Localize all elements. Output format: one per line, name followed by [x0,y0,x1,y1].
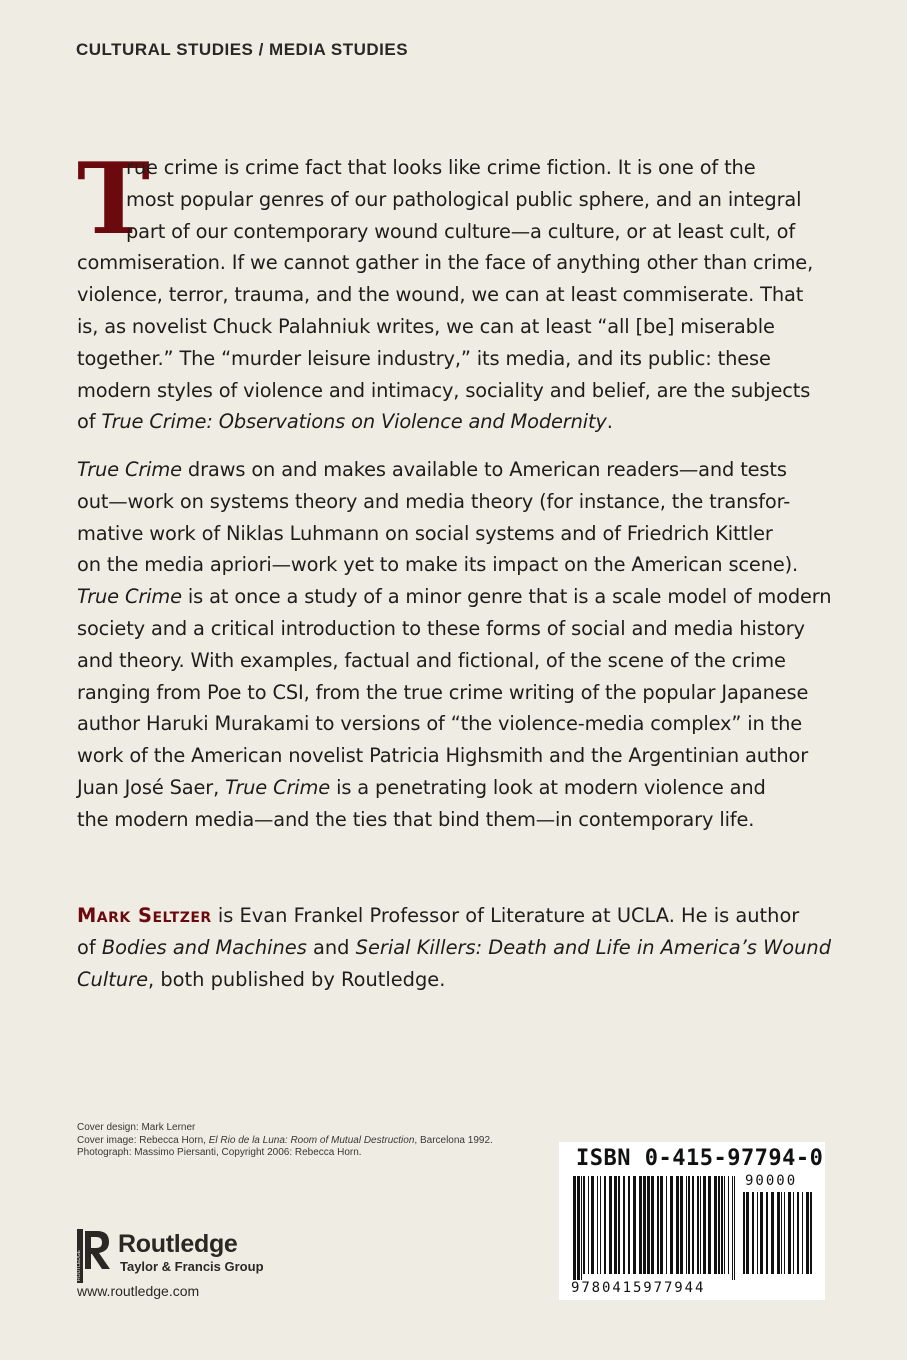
text-fragment: is at once a study of a minor genre that is a scale model of modern [181,585,832,609]
barcode-bar [806,1192,809,1274]
description-line: part of our contemporary wound culture—a culture, or at least cult, of [126,219,796,243]
barcode-bar [670,1176,673,1274]
barcode-bar [777,1192,780,1274]
description-line: ranging from Poe to CSI, from the true crime writing of the popular Japanese [77,680,809,704]
barcode-bar [647,1176,650,1274]
book-title: Bodies and Machines [101,935,307,959]
barcode-bar [591,1176,594,1274]
credit-photo: Photograph: Massimo Piersanti, Copyright 2006: Rebecca Horn. [77,1147,362,1158]
barcode-bar [588,1176,589,1274]
barcode-bar [666,1176,667,1274]
barcode-bar [781,1192,782,1274]
credit-image [77,1135,493,1148]
drop-cap: T [77,142,150,257]
description-line [77,772,829,804]
ean-digits: 9780415977944 [571,1280,706,1296]
barcode-bar [784,1192,785,1274]
description-line [77,581,832,613]
publisher-block [77,1229,264,1283]
category-label: CULTURAL STUDIES / MEDIA STUDIES [76,40,409,59]
text-fragment: Juan José Saer, [77,775,226,799]
barcode-bar [721,1176,723,1274]
description-line: is, as novelist Chuck Palahniuk writes, we can at least “all [be] miserable [77,314,775,338]
text-fragment: and [306,935,356,959]
author-name: Mark Seltzer [77,904,212,927]
barcode-bar [686,1176,687,1274]
text-fragment: , both published by Routledge. [148,967,446,991]
barcode-bar [573,1176,576,1280]
barcode-bar [609,1176,612,1274]
publisher-url: www.routledge.com [77,1283,200,1299]
description-line: author Haruki Murakami to versions of “the violence-media complex” in the [77,712,803,736]
price-code: 90000 [745,1173,798,1189]
barcode-bar [771,1192,774,1274]
ean-barcode [559,1142,825,1300]
description-line: rue crime is crime fact that looks like crime fiction. It is one of the [126,156,756,179]
publisher-text [118,1229,264,1275]
barcode-bar [577,1176,580,1280]
author-bio-line [77,932,832,964]
text-fragment: , Barcelona 1992. [414,1134,493,1146]
barcode-bar [583,1176,585,1274]
barcode-bar [732,1176,733,1280]
author-bio-line [77,900,829,932]
text-fragment: . [606,410,613,434]
description-paragraph-1 [77,142,829,438]
barcode-bar [788,1192,791,1274]
barcode-bar [688,1176,690,1274]
cover-credits [77,1122,493,1160]
text-fragment: is Evan Frankel Professor of Literature at UCLA. He is author [211,904,800,927]
description-line [77,406,829,438]
barcode-bar [734,1176,735,1280]
artwork-title: El Rio de la Luna: Room of Mutual Destruction [208,1134,415,1146]
barcode-bar [752,1192,754,1274]
description-line: the modern media—and the ties that bind them—in contemporary life. [77,807,755,831]
barcode-bar [700,1176,701,1274]
barcode-bar [708,1176,711,1274]
text-fragment: of [77,935,102,959]
description-line [77,454,829,486]
description-line: commiseration. If we cannot gather in the face of anything other than crime, [77,251,814,275]
barcode-bar [797,1192,799,1274]
barcode-bar [676,1176,679,1274]
description-line: out—work on systems theory and media theory (for instance, the transfor- [77,489,791,513]
barcode-bar [614,1176,617,1274]
text-fragment: of [77,410,102,434]
description-line: together.” The “murder leisure industry,” its media, and its public: these [77,346,771,370]
description-line: mative work of Niklas Luhmann on social systems and of Friedrich Kittler [77,521,773,545]
barcode-bar [703,1176,706,1274]
barcode-bar [651,1176,654,1274]
routledge-logo-icon [77,1229,113,1283]
book-title: True Crime [77,458,182,481]
author-bio-line [77,964,829,996]
barcode-bar [802,1192,803,1274]
barcode-bar [697,1176,699,1274]
barcode-bar [639,1176,642,1274]
author-bio [77,900,832,995]
description-line: most popular genres of our pathological public sphere, and an integral [126,187,802,211]
barcode-bar [766,1192,768,1274]
description-line: society and a critical introduction to these forms of social and media history [77,616,805,640]
barcode-bar [743,1192,745,1274]
description-paragraph-2 [77,454,832,836]
text-fragment: Cover image: Rebecca Horn, [77,1134,209,1146]
barcode-bar [724,1176,725,1274]
barcode-bar [680,1176,683,1274]
description-line: work of the American novelist Patricia Highsmith and the Argentinian author [77,744,809,768]
isbn-label: ISBN 0-415-97794-0 [576,1146,824,1171]
barcode-bar [628,1176,630,1274]
barcode-bar [718,1176,720,1274]
barcode-bar [757,1192,758,1274]
description-line: violence, terror, trauma, and the wound, we can at least commiserate. That [77,283,804,307]
barcode-bar [633,1176,636,1274]
credit-design: Cover design: Mark Lerner [77,1122,196,1133]
barcode-bar [604,1176,606,1274]
barcode-bar [810,1192,812,1274]
barcode-bar [600,1176,601,1274]
barcode-bar [597,1176,598,1274]
barcode-panel [559,1142,825,1300]
barcode-bar [714,1176,717,1274]
barcode-bar [643,1176,646,1274]
barcode-bar [657,1176,659,1274]
text-fragment: is a penetrating look at modern violence and [330,775,766,799]
barcode-bar [746,1192,749,1274]
publisher-group: Taylor & Francis Group [120,1259,264,1274]
barcode-bar [760,1192,763,1274]
barcode-bar [618,1176,620,1274]
publisher-name: Routledge [118,1230,238,1258]
book-title: Culture [77,967,149,991]
description-line: modern styles of violence and intimacy, sociality and belief, are the subjects [77,378,811,402]
barcode-bar [728,1176,729,1274]
barcode-bar [692,1176,694,1274]
text-fragment: draws on and makes available to American readers—and tests [181,458,787,481]
barcode-bar [660,1176,663,1274]
book-title: True Crime [77,585,182,609]
book-title: True Crime [225,775,331,799]
barcode-bar [793,1192,794,1274]
book-title: Serial Killers: Death and Life in America’s Wound [355,935,832,959]
description-line: and theory. With examples, factual and fictional, of the scene of the crime [77,648,786,672]
barcode-bar [623,1176,625,1274]
description-line: on the media apriori—work yet to make its impact on the American scene). [77,553,799,577]
logo-text: ROUTLEDGE [76,1249,82,1281]
barcode-bar [581,1176,582,1280]
book-title: True Crime: Observations on Violence and Modernity [101,410,607,434]
